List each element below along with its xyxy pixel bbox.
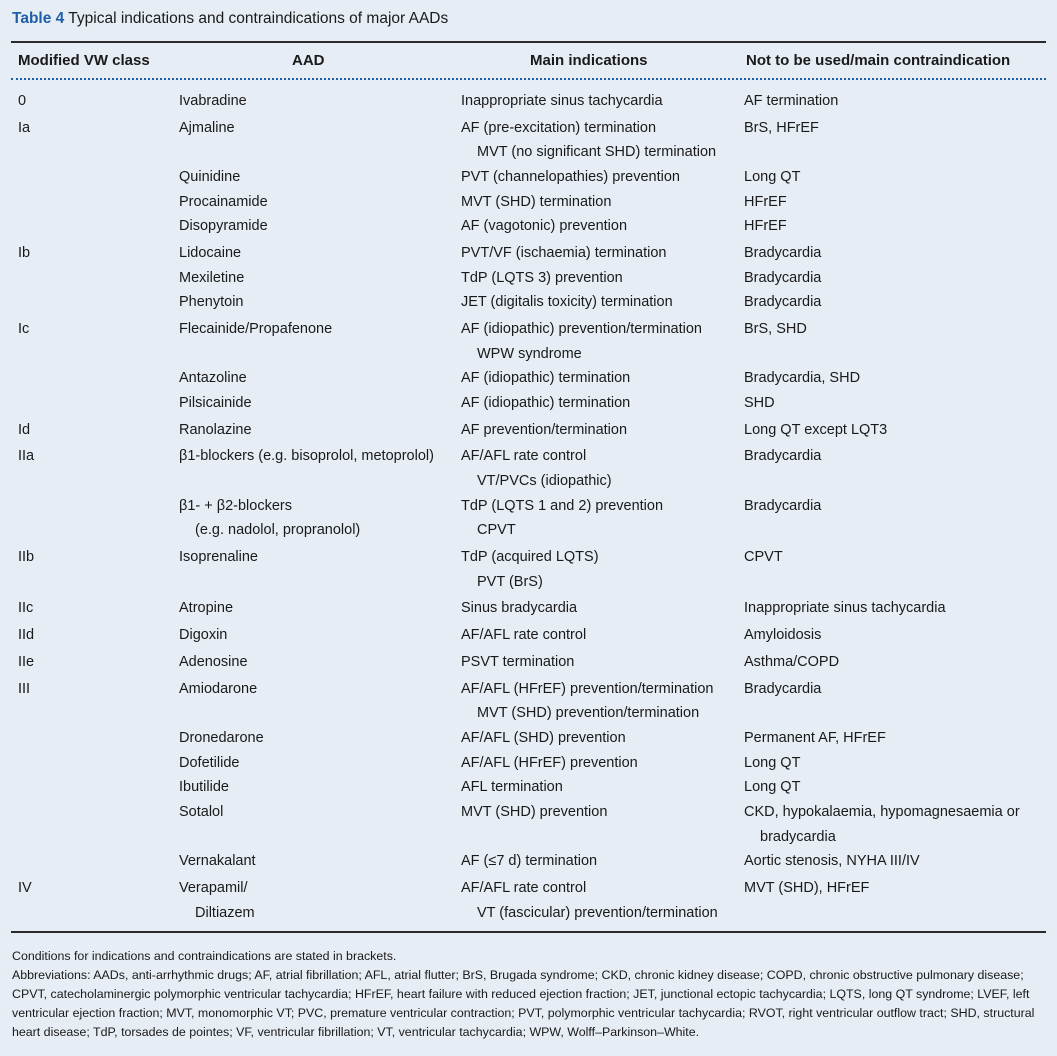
cell-indication: MVT (SHD) termination — [461, 194, 612, 210]
cell-indication: TdP (acquired LQTS) — [461, 549, 599, 565]
cell-contraindication: Amyloidosis — [744, 627, 822, 643]
cell-aad: Procainamide — [179, 194, 268, 210]
cell-indication: CPVT — [477, 522, 516, 538]
cell-aad: (e.g. nadolol, propranolol) — [195, 522, 361, 538]
cell-aad: Phenytoin — [179, 294, 244, 310]
cell-class: IV — [18, 880, 32, 896]
cell-contraindication: CKD, hypokalaemia, hypomagnesaemia or — [744, 804, 1020, 820]
cell-aad: Antazoline — [179, 370, 247, 386]
cell-class: Ia — [18, 120, 31, 136]
cell-contraindication: Long QT — [744, 779, 801, 795]
cell-contraindication: Bradycardia — [744, 681, 822, 697]
cell-indication: AF/AFL rate control — [461, 448, 587, 464]
header-contraindication: Not to be used/main contraindication — [746, 52, 1011, 69]
cell-indication: MVT (no significant SHD) termination — [477, 144, 717, 160]
cell-aad: Amiodarone — [179, 681, 258, 697]
cell-indication: AF (idiopathic) prevention/termination — [461, 321, 702, 337]
cell-aad: Isoprenaline — [179, 549, 258, 565]
cell-indication: MVT (SHD) prevention/termination — [477, 705, 700, 721]
cell-indication: TdP (LQTS 3) prevention — [461, 270, 623, 286]
cell-contraindication: Permanent AF, HFrEF — [744, 730, 886, 746]
cell-aad: Ajmaline — [179, 120, 235, 136]
cell-indication: WPW syndrome — [477, 346, 582, 362]
cell-indication: AF (pre-excitation) termination — [461, 120, 657, 136]
cell-aad: Digoxin — [179, 627, 228, 643]
cell-aad: Ivabradine — [179, 93, 247, 109]
cell-class: 0 — [18, 93, 27, 109]
cell-indication: AF/AFL (HFrEF) prevention — [461, 755, 638, 771]
cell-class: IIb — [18, 549, 35, 565]
cell-aad: Lidocaine — [179, 245, 242, 261]
cell-indication: AF/AFL (HFrEF) prevention/termination — [461, 681, 714, 697]
footnote-abbreviations: Abbreviations: AADs, anti-arrhythmic drugs; AF, atrial fibrillation; AFL, atrial flutter; BrS, Brugada syndrome; CKD, chronic kidney disease; COPD, chronic obstructive pulmonary disease; CPVT, catecholaminergic polymorphic ventricular tachycardia; HFrEF, heart failure with reduced ejection fraction; JET, junctional ectopic tachycardia; LQTS, long QT syndrome; LVEF, left ventricular ejection fraction; MVT, monomorphic VT; PVC, premature ventricular contraction; PVT, polymorphic ventricular tachycardia; RVOT, right ventricular outflow tract; SHD, structural heart disease; TdP, torsades de pointes; VF, ventricular fibrillation; VT, ventricular tachycardia; WPW, Wolff–Parkinson–White. — [12, 968, 1035, 1039]
cell-aad: Ranolazine — [179, 422, 252, 438]
cell-contraindication: Aortic stenosis, NYHA III/IV — [744, 853, 920, 869]
cell-contraindication: SHD — [744, 395, 775, 411]
header-class: Modified VW class — [18, 52, 150, 69]
header-indications: Main indications — [530, 52, 648, 69]
cell-indication: AF prevention/termination — [461, 422, 628, 438]
cell-class: Ib — [18, 245, 31, 261]
cell-class: Id — [18, 422, 31, 438]
cell-indication: AF (idiopathic) termination — [461, 370, 631, 386]
cell-aad: β1- + β2-blockers — [179, 498, 292, 514]
cell-indication: JET (digitalis toxicity) termination — [461, 294, 673, 310]
cell-contraindication: Bradycardia — [744, 498, 822, 514]
cell-contraindication: Long QT — [744, 755, 801, 771]
cell-indication: AF/AFL rate control — [461, 627, 587, 643]
cell-contraindication: CPVT — [744, 549, 783, 565]
cell-indication: Inappropriate sinus tachycardia — [461, 93, 663, 109]
cell-contraindication: Inappropriate sinus tachycardia — [744, 600, 946, 616]
cell-class: IIa — [18, 448, 35, 464]
cell-aad: Pilsicainide — [179, 395, 252, 411]
cell-aad: Quinidine — [179, 169, 241, 185]
cell-aad: Vernakalant — [179, 853, 256, 869]
cell-indication: PVT (channelopathies) prevention — [461, 169, 680, 185]
table-caption — [12, 9, 448, 29]
cell-indication: PVT/VF (ischaemia) termination — [461, 245, 667, 261]
cell-aad: Mexiletine — [179, 270, 245, 286]
cell-aad: Flecainide/Propafenone — [179, 321, 333, 337]
cell-contraindication: Long QT — [744, 169, 801, 185]
cell-indication: VT (fascicular) prevention/termination — [477, 905, 718, 921]
cell-aad: Adenosine — [179, 654, 248, 670]
cell-class: Ic — [18, 321, 30, 337]
cell-indication: PVT (BrS) — [477, 574, 543, 590]
cell-indication: VT/PVCs (idiopathic) — [477, 473, 612, 489]
cell-indication: AF (≤7 d) termination — [461, 853, 598, 869]
cell-aad: Disopyramide — [179, 218, 268, 234]
cell-aad: Sotalol — [179, 804, 224, 820]
cell-class: IIc — [18, 600, 34, 616]
table-label: Table 4 — [12, 10, 65, 27]
cell-indication: AF/AFL rate control — [461, 880, 587, 896]
cell-contraindication: HFrEF — [744, 218, 787, 234]
cell-contraindication: BrS, SHD — [744, 321, 807, 337]
cell-contraindication: Bradycardia — [744, 294, 822, 310]
cell-indication: PSVT termination — [461, 654, 575, 670]
cell-aad: Ibutilide — [179, 779, 229, 795]
cell-contraindication: Asthma/COPD — [744, 654, 840, 670]
cell-contraindication: bradycardia — [760, 829, 836, 845]
cell-contraindication: Bradycardia — [744, 270, 822, 286]
cell-contraindication: HFrEF — [744, 194, 787, 210]
cell-contraindication: MVT (SHD), HFrEF — [744, 880, 870, 896]
cell-aad: Dronedarone — [179, 730, 264, 746]
cell-indication: AF/AFL (SHD) prevention — [461, 730, 626, 746]
cell-contraindication: Long QT except LQT3 — [744, 422, 888, 438]
cell-contraindication: Bradycardia, SHD — [744, 370, 861, 386]
cell-aad: Dofetilide — [179, 755, 240, 771]
table-footnotes — [12, 947, 1048, 1042]
footnote-conditions: Conditions for indications and contraindications are stated in brackets. — [12, 949, 397, 963]
bottom-rule — [11, 931, 1046, 933]
top-rule — [11, 41, 1046, 43]
cell-aad: Verapamil/ — [179, 880, 248, 896]
cell-class: IIe — [18, 654, 35, 670]
cell-indication: AF (idiopathic) termination — [461, 395, 631, 411]
cell-aad: Atropine — [179, 600, 234, 616]
cell-class: IId — [18, 627, 35, 643]
cell-class: III — [18, 681, 31, 697]
cell-indication: MVT (SHD) prevention — [461, 804, 608, 820]
cell-contraindication: Bradycardia — [744, 448, 822, 464]
cell-indication: Sinus bradycardia — [461, 600, 578, 616]
cell-indication: AF (vagotonic) prevention — [461, 218, 628, 234]
cell-aad: Diltiazem — [195, 905, 255, 921]
cell-contraindication: BrS, HFrEF — [744, 120, 819, 136]
cell-indication: AFL termination — [461, 779, 563, 795]
table-title: Typical indications and contraindications of major AADs — [68, 10, 449, 27]
header-dotted-rule — [11, 78, 1046, 80]
cell-indication: TdP (LQTS 1 and 2) prevention — [461, 498, 664, 514]
header-aad: AAD — [292, 52, 325, 69]
cell-contraindication: Bradycardia — [744, 245, 822, 261]
cell-contraindication: AF termination — [744, 93, 839, 109]
cell-aad: β1-blockers (e.g. bisoprolol, metoprolol) — [179, 448, 434, 464]
